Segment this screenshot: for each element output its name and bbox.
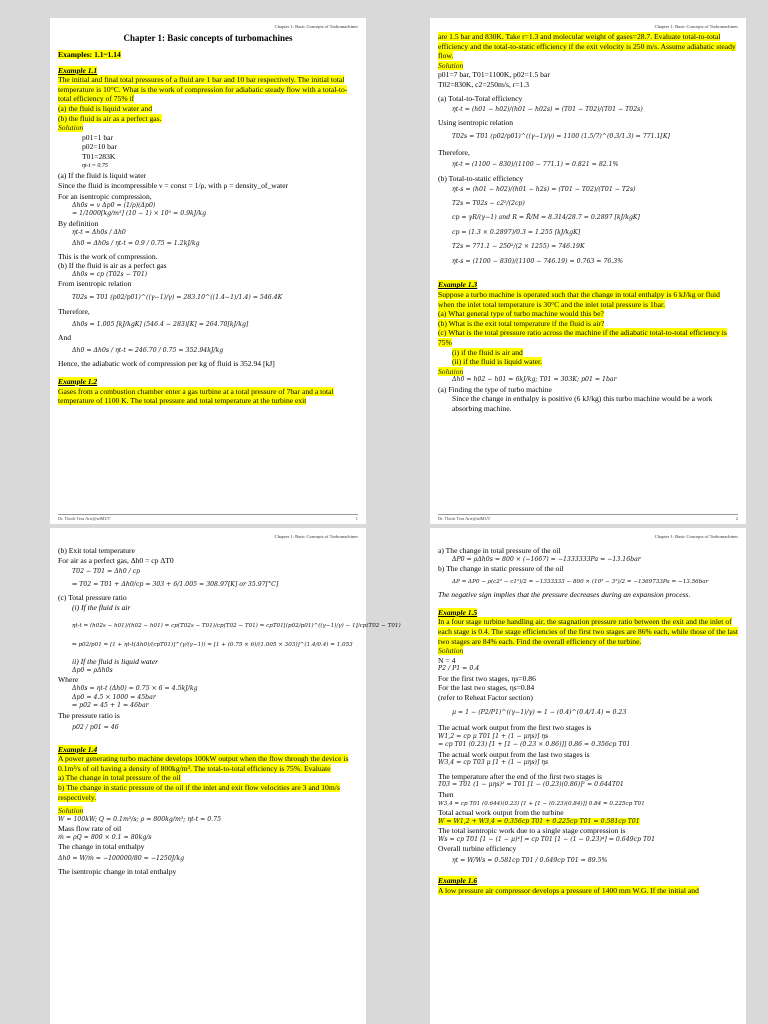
equation: cp = γR/(γ−1) and R = R̄/M = 8.314/28.7 = 0.2897 [kJ/kgK] xyxy=(452,214,640,222)
example-1-5-title: Example 1.5 xyxy=(438,607,478,617)
equation: ηt-t = (h02s − h01)/(h02 − h01) = cp(T02s − T01)/cp(T02 − T01) = cpT01[(p02/p01)^((γ−1)/γ) − 1]/cp(T02 − T01) xyxy=(72,623,401,630)
isentropic-relation-label: Using isentropic relation xyxy=(438,117,514,127)
equation: T2s = T02s − c2²/(2cp) xyxy=(452,199,525,207)
equation: Δh0 = Δh0s / ηt-t = 246.70 / 0.75 = 352.94kJ/kg xyxy=(72,346,224,354)
part-b-heading: (b) Exit total temperature xyxy=(58,546,135,555)
equation: Δh0s = 1.005 [kJ/kgK] (546.4 − 283)[K] = 264.70[kJ/kg] xyxy=(72,320,249,328)
example-1-3-problem: Suppose a turbo machine is operated such that the change in total enthalpy is 6 kJ/kg or fluid when the inlet total temperature is 30°C and the inlet total pressure is 1bar. xyxy=(438,290,720,309)
solution-label: Solution xyxy=(58,123,84,133)
equation: ⇒ p02/p01 = [1 + ηt-t(Δh0)/(cpT01)]^(γ/(γ−1)) = [1 + (0.75 × 6)/(1.005 × 303)]^(1.4/0.4) = 1.053 xyxy=(72,641,353,648)
solution-label: Solution xyxy=(58,806,84,816)
page-footer xyxy=(438,514,738,521)
work-statement: This is the work of compression. xyxy=(58,251,158,261)
example-1-6-problem: A low pressure air compressor develops a pressure of 1400 mm W.G. If the initial and xyxy=(438,885,699,895)
example-1-5-problem: In a four stage turbine handling air, the stagnation pressure ratio between the exit and the inlet of each stage is 0.4. The stage efficiencies of the first two stages are 86% each, while those of the last two stages are 84% each. Find the overall efficiency of the turbine. xyxy=(438,617,738,646)
page-footer xyxy=(58,514,358,521)
equation: Δh0s = ηt-t (Δh0) = 0.75 × 6 = 4.5kJ/kg xyxy=(72,685,198,693)
equation: Δp0 = 4.5 × 1000 = 45bar xyxy=(72,693,156,701)
given-value: p01=1 bar xyxy=(82,132,114,142)
given-value: For the last two stages, ηs=0.84 xyxy=(438,683,535,693)
example-1-2-problem-continued: are 1.5 bar and 830K. Take r=1.3 and molecular weight of gases=28.7. Evaluate total-to-total efficiency and the total-to-static efficiency if the exit velocity is 250 m/s. Assume adiabatic steady flow. xyxy=(438,32,736,61)
equation: T02s = T01 (p02/p01)^((γ−1)/γ) = 1100 (1.5/7)^(0.3/1.3) = 771.1[K] xyxy=(452,133,670,141)
equation: ηt-t = Δh0s / Δh0 xyxy=(72,228,126,236)
single-stage-heading: The total isentropic work due to a single stage compression is xyxy=(438,826,626,836)
given-value: For the first two stages, ηs=0.86 xyxy=(438,673,536,683)
equation: T2s = 771.1 − 250²/(2 × 1255) = 746.19K xyxy=(452,243,585,251)
where-label: Where xyxy=(58,675,79,685)
example-1-3-case-c: (c) What is the total pressure ratio across the machine if the adiabatic total-to-total efficiency is 75% xyxy=(438,328,727,347)
equation: T02 − T01 = Δh0 / cp xyxy=(72,568,141,576)
equation: p02 / p01 = 46 xyxy=(72,724,119,732)
example-1-4-problem: A power generating turbo machine develops 100kW output when the flow through the device is 0.1m³/s of oil having a density of 800kg/m³. The total-to-total efficiency is 75%. Evaluate xyxy=(58,754,349,773)
example-1-2-problem: Gases from a combustion chamber enter a gas turbine at a total pressure of 7bar and a total temperature of 1100 K. The total pressure and total temperature at the turbine exit xyxy=(58,386,334,406)
incompressible-statement: Since the fluid is incompressible ν = const = 1/ρ, with ρ = density_of_water xyxy=(58,180,289,190)
equation: cp = (1.3 × 0.2897)/0.3 = 1.255 [kJ/kgK] xyxy=(452,228,581,236)
given-value: ηt-t = 0.75 xyxy=(82,162,108,169)
by-definition-label: By definition xyxy=(58,218,99,228)
example-1-3-case-b: (b) What is the exit total temperature if the fluid is air? xyxy=(438,318,605,328)
isentropic-relation-label: From isentropic relation xyxy=(58,279,132,289)
temperature-heading: The temperature after the end of the first two stages is xyxy=(438,771,603,781)
equation: Δh0 = W/ṁ = −100000/80 = −1250J/kg xyxy=(58,855,185,862)
document-page-2 xyxy=(430,18,746,524)
solution-label: Solution xyxy=(438,60,464,70)
page-number: 1 xyxy=(355,516,358,521)
equation: W = 100kW; Q = 0.1m³/s; ρ = 800kg/m³; ηt-t = 0.75 xyxy=(58,815,222,823)
example-1-1-case-b: (b) the fluid is air as a perfect gas. xyxy=(58,113,162,123)
overall-efficiency-heading: Overall turbine efficiency xyxy=(438,844,517,854)
example-1-4-case-a: a) The change in total pressure of the oil xyxy=(58,773,181,783)
example-1-3-case-a: (a) What general type of turbo machine would this be? xyxy=(438,309,604,319)
work-last-heading: The actual work output from the last two stages is xyxy=(438,749,590,759)
equation: ηt-s = (1100 − 830)/(1100 − 746.19) = 0.763 = 76.3% xyxy=(452,257,624,265)
negative-sign-note: The negative sign implies that the pressure decreases during an expansion process. xyxy=(438,590,691,600)
example-1-4-title: Example 1.4 xyxy=(58,744,98,754)
total-work-heading: Total actual work output from the turbine xyxy=(438,808,564,817)
example-1-2-title: Example 1.2 xyxy=(58,377,98,387)
solution-label: Solution xyxy=(438,366,464,376)
conclusion: Hence, the adiabatic work of compression per kg of fluid is 352.94 [kJ] xyxy=(58,359,275,369)
therefore-label: Therefore, xyxy=(58,307,90,317)
and-label: And xyxy=(58,333,72,343)
equation: T03 = T01 (1 − μηs)² = T01 [1 − (0.23)(0.86)]² = 0.644T01 xyxy=(438,781,624,789)
given-values xyxy=(58,133,358,171)
given-value: (refer to Reheat Factor section) xyxy=(438,693,533,703)
equation: ṁ = ρQ = 800 × 0.1 = 80kg/s xyxy=(58,833,152,841)
equation: Δh0 = Δh0s / ηt-t = 0.9 / 0.75 = 1.2kJ/kg xyxy=(72,240,200,247)
example-1-1-title: Example 1.1 xyxy=(58,65,98,75)
case-ii-heading: ii) If the fluid is liquid water xyxy=(72,657,159,667)
part-c-heading: (c) Total pressure ratio xyxy=(58,593,127,603)
part-b-heading: b) The change in static pressure of the oil xyxy=(438,564,564,574)
air-statement: For air as a perfect gas, Δh0 = cp ΔT0 xyxy=(58,555,174,565)
mass-flow-heading: Mass flow rate of oil xyxy=(58,824,122,834)
equation: ηt-t = (1100 − 830)/(1100 − 771.1) = 0.821 = 82.1% xyxy=(452,161,619,169)
equation: = 1/1000[kg/m³] (10 − 1) × 10⁵ = 0.9kJ/kg xyxy=(72,210,207,218)
equation: Δh0s = v Δp0 = (1/ρ)(Δp0) xyxy=(72,201,156,209)
equation: = cp T01 (0.23) [1 + [1 − (0.23 × 0.86)]] 0.86 = 0.356cp T01 xyxy=(438,741,631,749)
running-header: Chapter 1: Basic Concepts of Turbomachines xyxy=(274,24,358,29)
part-a-answer: Since the change in enthalpy is positive (6 kJ/kg) this turbo machine would be a work absorbing machine. xyxy=(452,394,713,414)
given-value: T01=283K xyxy=(82,151,116,161)
example-1-3-title: Example 1.3 xyxy=(438,280,478,290)
footer-author: Dr. Thiolr Tera Arrr@sdMUT xyxy=(58,516,111,521)
running-header: Chapter 1: Basic Concepts of Turbomachines xyxy=(654,534,738,539)
equation: ηt = W/Ws = 0.581cp T01 / 0.649cp T01 = 89.5% xyxy=(452,856,608,864)
given-values: p01=7 bar, T01=1100K, p02=1.5 bar xyxy=(438,70,550,80)
page-number: 2 xyxy=(735,516,738,521)
running-header: Chapter 1: Basic Concepts of Turbomachines xyxy=(654,24,738,29)
equation: ⇒ p02 = 45 + 1 = 46bar xyxy=(72,702,149,710)
enthalpy-heading: The change in total enthalpy xyxy=(58,842,145,852)
isentropic-heading: For an isentropic compression, xyxy=(58,192,152,202)
therefore-label: Therefore, xyxy=(438,147,470,157)
equation: ηt-t = (h01 − h02)/(h01 − h02s) = (T01 − T02)/(T01 − T02s) xyxy=(452,106,643,114)
total-work-equation: W = W1,2 + W3,4 = 0.356cp T01 + 0.225cp T01 = 0.581cp T01 xyxy=(438,817,640,825)
part-a-heading: a) The change in total pressure of the oil xyxy=(438,546,561,555)
example-1-4-case-b: b) The change in static pressure of the oil if the inlet and exit flow velocities are 3 and 10m/s respectively. xyxy=(58,783,340,802)
equation: Ws = cp T01 [1 − (1 − μ)⁴] = cp T01 [1 − (1 − 0.23)⁴] = 0.649cp T01 xyxy=(438,835,656,843)
equation: ΔP = ΔP0 − ρ(c2² − c1²)/2 = −1333333 − 800 × (10² − 3²)/2 = −1369733Pa = −13.56bar xyxy=(452,578,709,585)
given-value: N = 4 xyxy=(438,655,456,665)
example-1-1-case-a: (a) the fluid is liquid water and xyxy=(58,103,153,113)
document-page-1 xyxy=(50,18,366,524)
equation: T02s = T01 (p02/p01)^((γ−1)/γ) = 283.10^((1.4−1)/1.4) = 546.4K xyxy=(72,293,283,301)
equation: Δh0 = h02 − h01 = 6kJ/kg; T01 = 303K; p01 = 1bar xyxy=(452,376,617,384)
equation: ηt-s = (h01 − h02)/(h01 − h2s) = (T01 − T02)/(T01 − T2s) xyxy=(452,186,636,194)
part-a-heading: (a) Finding the type of turbo machine xyxy=(438,384,552,394)
isentropic-enthalpy-heading: The isentropic change in total enthalpy xyxy=(58,866,177,876)
example-1-3-case-ii: (ii) if the fluid is liquid water. xyxy=(452,357,543,367)
equation: ΔP0 = ρΔh0s = 800 × (−1667) = −1333333Pa = −13.16bar xyxy=(452,555,641,563)
ratio-statement: The pressure ratio is xyxy=(58,710,120,720)
equation: Δh0s = cp (T02s − T01) xyxy=(72,270,148,278)
part-a-heading: (a) If the fluid is liquid water xyxy=(58,171,147,181)
part-a-heading: (a) Total-to-Total efficiency xyxy=(438,93,523,103)
equation: W3,4 = cp T03 μ [1 + (1 − μηs)] ηs xyxy=(438,759,549,767)
running-header: Chapter 1: Basic Concepts of Turbomachines xyxy=(274,534,358,539)
equation: W3,4 = cp T01 (0.644)(0.23) [1 + [1 − (0.23)(0.84)]] 0.84 = 0.225cp T01 xyxy=(438,800,645,807)
document-page-4 xyxy=(430,528,746,1024)
given-value: P2 / P1 = 0.4 xyxy=(438,665,480,673)
example-1-1-problem: The initial and final total pressures of a fluid are 1 bar and 10 bar respectively. The initial total temperature is 10°C. What is the work of compression for adiabatic steady flow with a total-to-total efficiency of 75% if xyxy=(58,75,348,104)
case-i-heading: (i) If the fluid is air xyxy=(72,602,131,612)
equation: Δp0 = ρΔh0s xyxy=(72,666,113,674)
footer-author: Dr. Thiolr Tera Arrr@sdMUT xyxy=(438,516,491,521)
given-values: T02=830K, c2=250m/s, r=1.3 xyxy=(438,79,530,89)
solution-label: Solution xyxy=(438,646,464,656)
given-value: p02=10 bar xyxy=(82,142,117,152)
part-b-heading: (b) If the fluid is air as a perfect gas xyxy=(58,261,167,271)
equation: W1,2 = cp μ T01 [1 + (1 − μηs)] ηs xyxy=(438,732,549,740)
equation: ⇒ T02 = T01 + Δh0/cp = 303 + 6/1.005 = 308.97[K] or 35.97[°C] xyxy=(72,580,279,588)
examples-range: Examples: 1.1~1.14 xyxy=(58,50,121,59)
example-1-3-case-i: (i) if the fluid is air and xyxy=(452,347,523,357)
chapter-title: Chapter 1: Basic concepts of turbomachines xyxy=(123,33,293,43)
example-1-6-title: Example 1.6 xyxy=(438,876,478,886)
document-page-3 xyxy=(50,528,401,1024)
equation: μ = 1 − (P2/P1)^((γ−1)/γ) = 1 − (0.4)^(0.4/1.4) = 0.23 xyxy=(452,708,627,716)
work-first-heading: The actual work output from the first two stages is xyxy=(438,723,592,733)
part-b-heading: (b) Total-to-static efficiency xyxy=(438,173,524,183)
then-label: Then xyxy=(438,789,454,799)
